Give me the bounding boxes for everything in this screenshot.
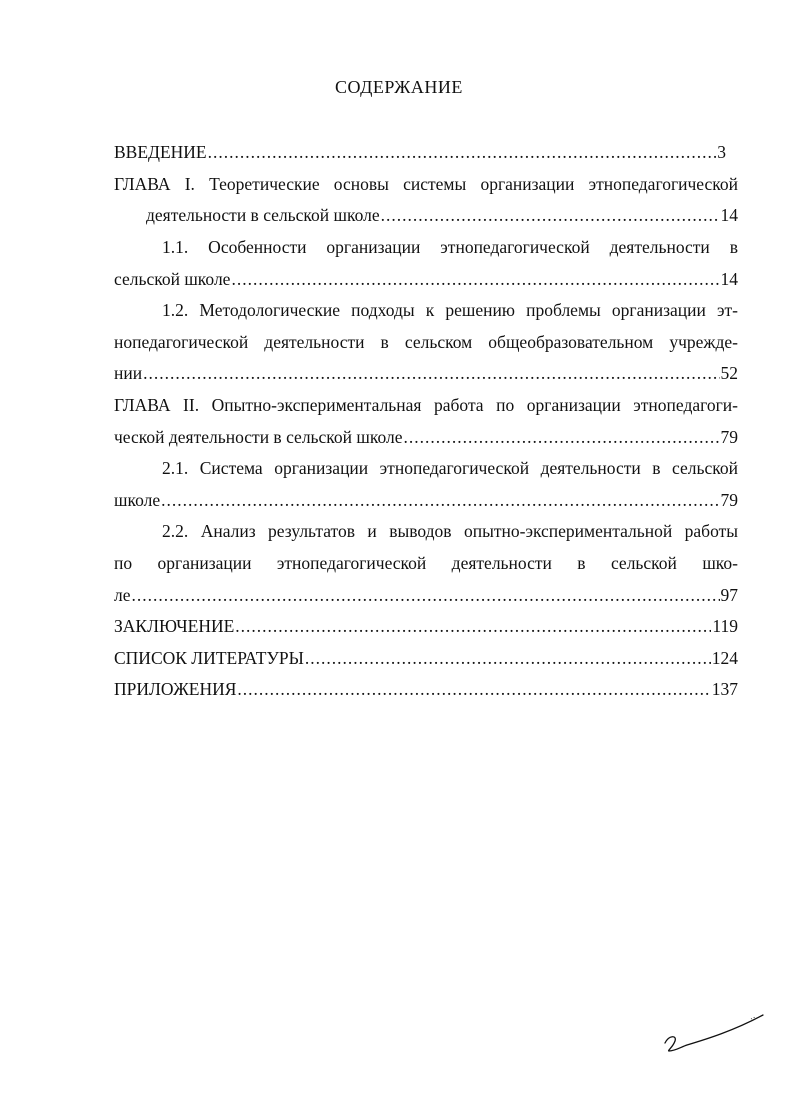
- dot-leader: [237, 678, 710, 700]
- toc-entry-label: нии: [114, 363, 143, 383]
- toc-page-number: 137: [711, 679, 738, 699]
- dot-leader: [231, 268, 719, 290]
- toc-entry-bibliography[interactable]: [114, 647, 738, 669]
- toc-entry-chapter-2-line2[interactable]: [114, 426, 738, 448]
- toc-page-number: 124: [711, 648, 738, 668]
- toc-entry-label: школе: [114, 490, 161, 510]
- toc-entry-section-2-2-line2[interactable]: по организации этнопедагогической деятельности в сельской шко-: [114, 553, 738, 573]
- toc-page-number: 14: [720, 269, 738, 289]
- toc-entry-section-2-1-line1[interactable]: 2.1. Система организации этнопедагогической деятельности в сельской: [162, 458, 738, 478]
- toc-entry-label: деятельности в сельской школе: [146, 205, 380, 225]
- toc-entry-section-2-1-line2[interactable]: [114, 489, 738, 511]
- dot-leader: [381, 204, 720, 226]
- toc-page-number: 52: [720, 363, 738, 383]
- toc-entry-chapter-1-line2[interactable]: [146, 204, 738, 226]
- toc-entry-label: ЗАКЛЮЧЕНИЕ: [114, 616, 235, 636]
- toc-entry-section-1-1-line2[interactable]: [114, 268, 738, 290]
- toc-page-number: 3: [717, 142, 726, 162]
- toc-entry-section-1-2-line1[interactable]: 1.2. Методологические подходы к решению проблемы организации эт-: [162, 300, 738, 320]
- toc-entry-label: СПИСОК ЛИТЕРАТУРЫ: [114, 648, 304, 668]
- toc-entry-section-1-1-line1[interactable]: 1.1. Особенности организации этнопедагогической деятельности в: [162, 237, 738, 257]
- toc-entry-section-2-2-line3[interactable]: [114, 584, 738, 606]
- toc-entry-label: ческой деятельности в сельской школе: [114, 427, 403, 447]
- dot-leader: [161, 489, 719, 511]
- toc-entry-chapter-2-line1[interactable]: ГЛАВА II. Опытно-экспериментальная работа по организации этнопедагоги-: [114, 395, 738, 415]
- toc-page-number: 119: [712, 616, 738, 636]
- dot-leader: [404, 426, 720, 448]
- toc-page-number: 79: [720, 490, 738, 510]
- handwritten-signature: [655, 1005, 770, 1060]
- dot-leader: [143, 362, 719, 384]
- toc-entry-label: сельской школе: [114, 269, 231, 289]
- toc-entry-section-2-2-line1[interactable]: 2.2. Анализ результатов и выводов опытно-экспериментальной работы: [162, 521, 738, 541]
- toc-entry-label: ПРИЛОЖЕНИЯ: [114, 679, 237, 699]
- page-title: СОДЕРЖАНИЕ: [335, 77, 463, 97]
- toc-entry-section-1-2-line2[interactable]: нопедагогической деятельности в сельском общеобразовательном учрежде-: [114, 332, 738, 352]
- toc-entry-section-1-2-line3[interactable]: [114, 362, 738, 384]
- toc-entry-label: ле: [114, 585, 131, 605]
- toc-entry-appendices[interactable]: [114, 678, 738, 700]
- toc-entry-chapter-1-line1[interactable]: ГЛАВА I. Теоретические основы системы организации этнопедагогической: [114, 174, 738, 194]
- toc-page-number: 14: [720, 205, 738, 225]
- toc-entry-label: ВВЕДЕНИЕ: [114, 142, 207, 162]
- toc-entry-conclusion[interactable]: [114, 615, 738, 637]
- toc-entry-introduction[interactable]: [114, 141, 726, 163]
- dot-leader: [132, 584, 720, 606]
- toc-page-number: 97: [720, 585, 738, 605]
- dot-leader: [235, 615, 711, 637]
- toc-page-number: 79: [720, 427, 738, 447]
- dot-leader: [208, 141, 717, 163]
- dot-leader: [305, 647, 711, 669]
